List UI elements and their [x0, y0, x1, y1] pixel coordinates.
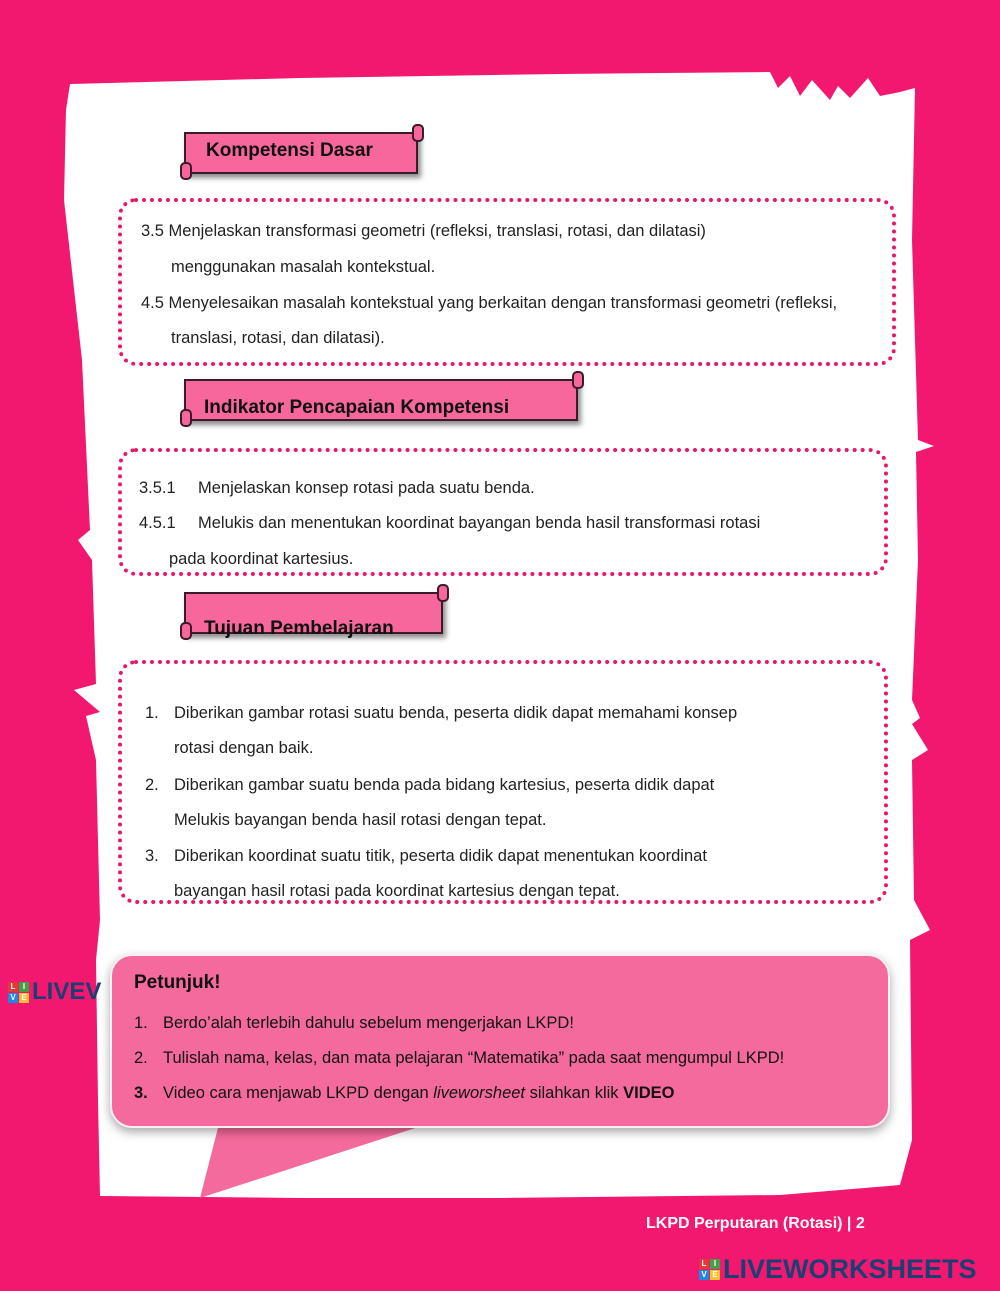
petunjuk-num-3: 3. — [134, 1084, 148, 1102]
page-footer: LKPD Perputaran (Rotasi) | 2 — [646, 1215, 865, 1232]
kompetensi-ribbon — [184, 128, 424, 174]
petunjuk-num-2: 2. — [134, 1049, 148, 1067]
liveworksheets-logo-partial — [8, 978, 101, 1006]
tujuan-line-3a: Diberikan koordinat suatu titik, peserta didik dapat menentukan koordinat — [174, 847, 707, 865]
indikator-num-2: 4.5.1 — [139, 514, 176, 532]
tujuan-num-2: 2. — [145, 776, 159, 794]
liveworksheets-logo — [699, 1254, 977, 1285]
logo-squares-icon: L I V E — [8, 982, 29, 1003]
bubble-tail — [200, 1120, 440, 1200]
logo-partial-text: LIVEV — [32, 978, 102, 1005]
kompetensi-line-1: 3.5 Menjelaskan transformasi geometri (refleksi, translasi, rotasi, dan dilatasi) — [141, 222, 706, 240]
kompetensi-title: Kompetensi Dasar — [206, 140, 373, 161]
indikator-continuation: pada koordinat kartesius. — [169, 550, 354, 568]
tujuan-num-1: 1. — [145, 704, 159, 722]
indikator-title: Indikator Pencapaian Kompetensi — [204, 397, 510, 418]
tujuan-line-2b: Melukis bayangan benda hasil rotasi dengan tepat. — [174, 811, 547, 829]
tujuan-line-3b: bayangan hasil rotasi pada koordinat kartesius dengan tepat. — [174, 882, 620, 900]
indikator-text-1: Menjelaskan konsep rotasi pada suatu benda. — [198, 479, 535, 497]
logo-text: LIVEWORKSHEETS — [723, 1254, 977, 1284]
tujuan-num-3: 3. — [145, 847, 159, 865]
petunjuk-title: Petunjuk! — [134, 972, 221, 993]
kompetensi-line-4: translasi, rotasi, dan dilatasi). — [171, 329, 385, 347]
logo-squares-icon: L I V E — [699, 1259, 720, 1280]
tujuan-line-2a: Diberikan gambar suatu benda pada bidang kartesius, peserta didik dapat — [174, 776, 715, 794]
indikator-ribbon — [184, 375, 584, 421]
tujuan-title: Tujuan Pembelajaran — [204, 618, 394, 639]
video-link[interactable]: VIDEO — [623, 1084, 675, 1102]
indikator-text-2: Melukis dan menentukan koordinat bayangan benda hasil transformasi rotasi — [198, 514, 761, 532]
petunjuk-text-3: Video cara menjawab LKPD dengan liveworsheet silahkan klik VIDEO — [163, 1084, 675, 1102]
kompetensi-line-3: 4.5 Menyelesaikan masalah kontekstual yang berkaitan dengan transformasi geometri (refleksi, — [141, 294, 838, 312]
tujuan-line-1b: rotasi dengan baik. — [174, 739, 314, 757]
petunjuk-text-2: Tulislah nama, kelas, dan mata pelajaran “Matematika” pada saat mengumpul LKPD! — [163, 1049, 785, 1067]
petunjuk-num-1: 1. — [134, 1014, 148, 1032]
kompetensi-line-2: menggunakan masalah kontekstual. — [171, 258, 436, 276]
tujuan-ribbon — [184, 588, 449, 639]
indikator-num-1: 3.5.1 — [139, 479, 176, 497]
tujuan-line-1a: Diberikan gambar rotasi suatu benda, peserta didik dapat memahami konsep — [174, 704, 738, 722]
petunjuk-text-1: Berdo’alah terlebih dahulu sebelum mengerjakan LKPD! — [163, 1014, 574, 1032]
